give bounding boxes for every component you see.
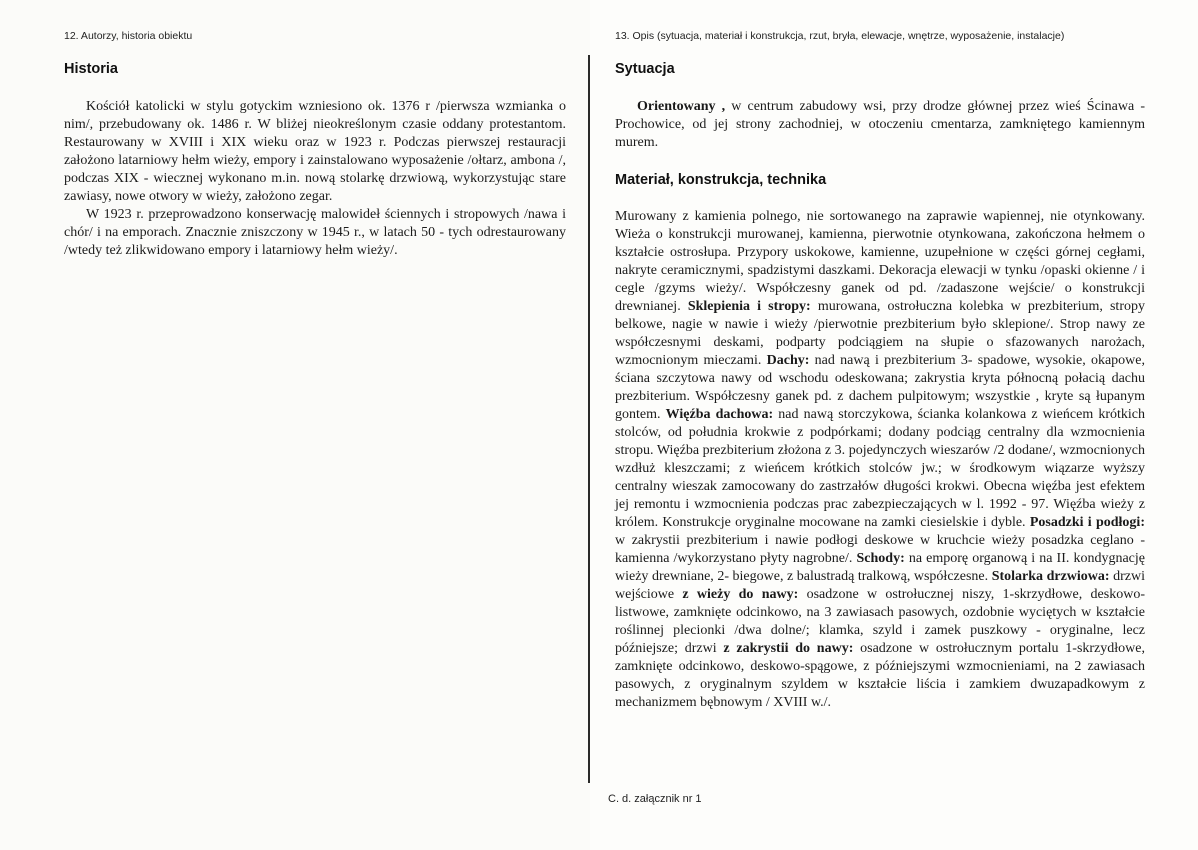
label-stolarka: Stolarka drzwiowa: <box>991 569 1110 584</box>
label-z-zakrystii: z zakrystii do nawy: <box>723 641 854 656</box>
orientation-label: Orientowany , <box>637 99 726 114</box>
heading-material: Materiał, konstrukcja, technika <box>615 172 827 188</box>
history-paragraph-1: Kościół katolicki w stylu gotyckim wzniesiono ok. 1376 r /pierwsza wzmianka o nim/, przebudowany ok. 1486 r. W bliżej nieokreślonym czasie oddany protestantom. Restaurowany w XVIII i XIX wieku oraz w 1923 r. Podczas pierwszej restauracji założono latarniowy hełm wieży, empory i zainstalowano wyposażenie /ołtarz, ambona /, podczas XIX - wiecznej wykonano m.in. nową stolarkę drzwiową, wykorzystując stare zawiasy, nowe otwory w wieży, założono zegar. <box>64 99 566 204</box>
situation-text: w centrum zabudowy wsi, przy drodze głównej przez wieś Ścinawa - Prochowice, od jej strony zachodniej, w otoczeniu cmentarza, zamkniętego kamiennym murem. <box>615 99 1145 150</box>
footer-attachment: C. d. załącznik nr 1 <box>608 793 702 805</box>
heading-historia: Historia <box>64 61 118 77</box>
history-text <box>64 98 566 260</box>
history-paragraph-2: W 1923 r. przeprowadzono konserwację malowideł ściennych i stropowych /nawa i chór/ i na emporach. Znacznie zniszczony w 1945 r., w latach 50 - tych odrestaurowany /wtedy też zlikwidowano empory i latarniowy hełm wieży/. <box>64 207 566 258</box>
label-posadzki: Posadzki i podłogi: <box>1029 515 1145 530</box>
left-page <box>0 0 590 850</box>
heading-sytuacja: Sytuacja <box>615 61 675 77</box>
label-dachy: Dachy: <box>766 353 810 368</box>
situation-paragraph <box>615 98 1145 152</box>
right-page <box>590 0 1198 850</box>
section-header-12: 12. Autorzy, historia obiektu <box>64 30 193 42</box>
label-wiezba: Więźba dachowa: <box>665 407 774 422</box>
section-header-13: 13. Opis (sytuacja, materiał i konstrukcja, rzut, bryła, elewacje, wnętrze, wyposażenie, instalacje) <box>615 30 1065 42</box>
label-sklepienia: Sklepienia i stropy: <box>687 299 811 314</box>
material-paragraph: Murowany z kamienia polnego, nie sortowanego na zaprawie wapiennej, nie otynkowany. Wieża o konstrukcji murowanej, kamienna, pierwotnie otynkowana, zakończona hełmem o kształcie ostrosłupa. Przypory uskokowe, kamienne, uzupełnione w części górnej cegłami, nakryte ceramicznymi, spadzistymi daszkami. Dekoracja elewacji w tynku /opaski okienne / i cegle /gzyms wieży/. Współczesny ganek od pd. /zadaszone wejście/ o konstrukcji drewnianej. Sklepienia i stropy: murowana, ostrołuczna kolebka w prezbiterium, stropy belkowe, nagie w nawie i wieży /pierwotnie prezbiterium było sklepione/. Strop nawy ze współczesnymi deskami, podparty podciągiem na słupie o sfazowanych narożach, wzmocnionym mieczami. Dachy: nad nawą i prezbiterium 3- spadowe, wysokie, okapowe, ściana szczytowa nawy od wschodu odeskowana; zakrystia kryta północną połacią dachu prezbiterium. Współczesny ganek pd. z dachem pulpitowym; wszystkie , kryte są łupanym gontem. Więźba dachowa: nad nawą storczykowa, ścianka kolankowa z wieńcem krótkich stolców, od południa krokwie z podpórkami; dodany podciąg centralny dla wzmocnienia stropu. Więźba prezbiterium złożona z 3. pojedynczych wieszarów /2 dodane/, wzmocnionych wzdłuż kleszczami; z wieńcem krótkich stolców jw.; w środkowym wiązarze wyższy centralny wieszak zamocowany do zastrzałów długości krokwi. Obecna więźba jest efektem jej remontu i wzmocnienia podczas prac zabezpieczających w l. 1992 - 97. Więźba wieży z królem. Konstrukcje oryginalne mocowane na zamki ciesielskie i dyble. Posadzki i podłogi: w zakrystii prezbiterium i nawie podłogi deskowe w kruchcie wieży posadzka ceglano - kamienna /wykorzystano płyty nagrobne/. Schody: na emporę organową i na II. kondygnację wieży drewniane, 2- biegowe, z balustradą tralkową, współczesne. Stolarka drzwiowa: drzwi wejściowe z wieży do nawy: osadzone w ostrołucznej niszy, 1-skrzydłowe, deskowo-listwowe, zamknięte odcinkowo, na 3 zawiasach pasowych, ozdobnie wyciętych w kształcie roślinnej plecionki /dwa dolne/; klamka, szyld i zamek puszkowy - oryginalne, lecz późniejsze; drzwi z zakrystii do nawy: osadzone w ostrołucznym portalu 1-skrzydłowe, zamknięte odcinkowo, deskowo-spągowe, z późniejszymi wzmocnieniami, na 2 zawiasach pasowych, z oryginalnym szyldem w kształcie liścia i zamkiem dwuzapadkowym z mechanizmem bębnowym / XVIII w./. <box>615 209 1146 710</box>
label-schody: Schody: <box>856 551 905 566</box>
label-z-wiezy: z wieży do nawy: <box>682 587 799 602</box>
